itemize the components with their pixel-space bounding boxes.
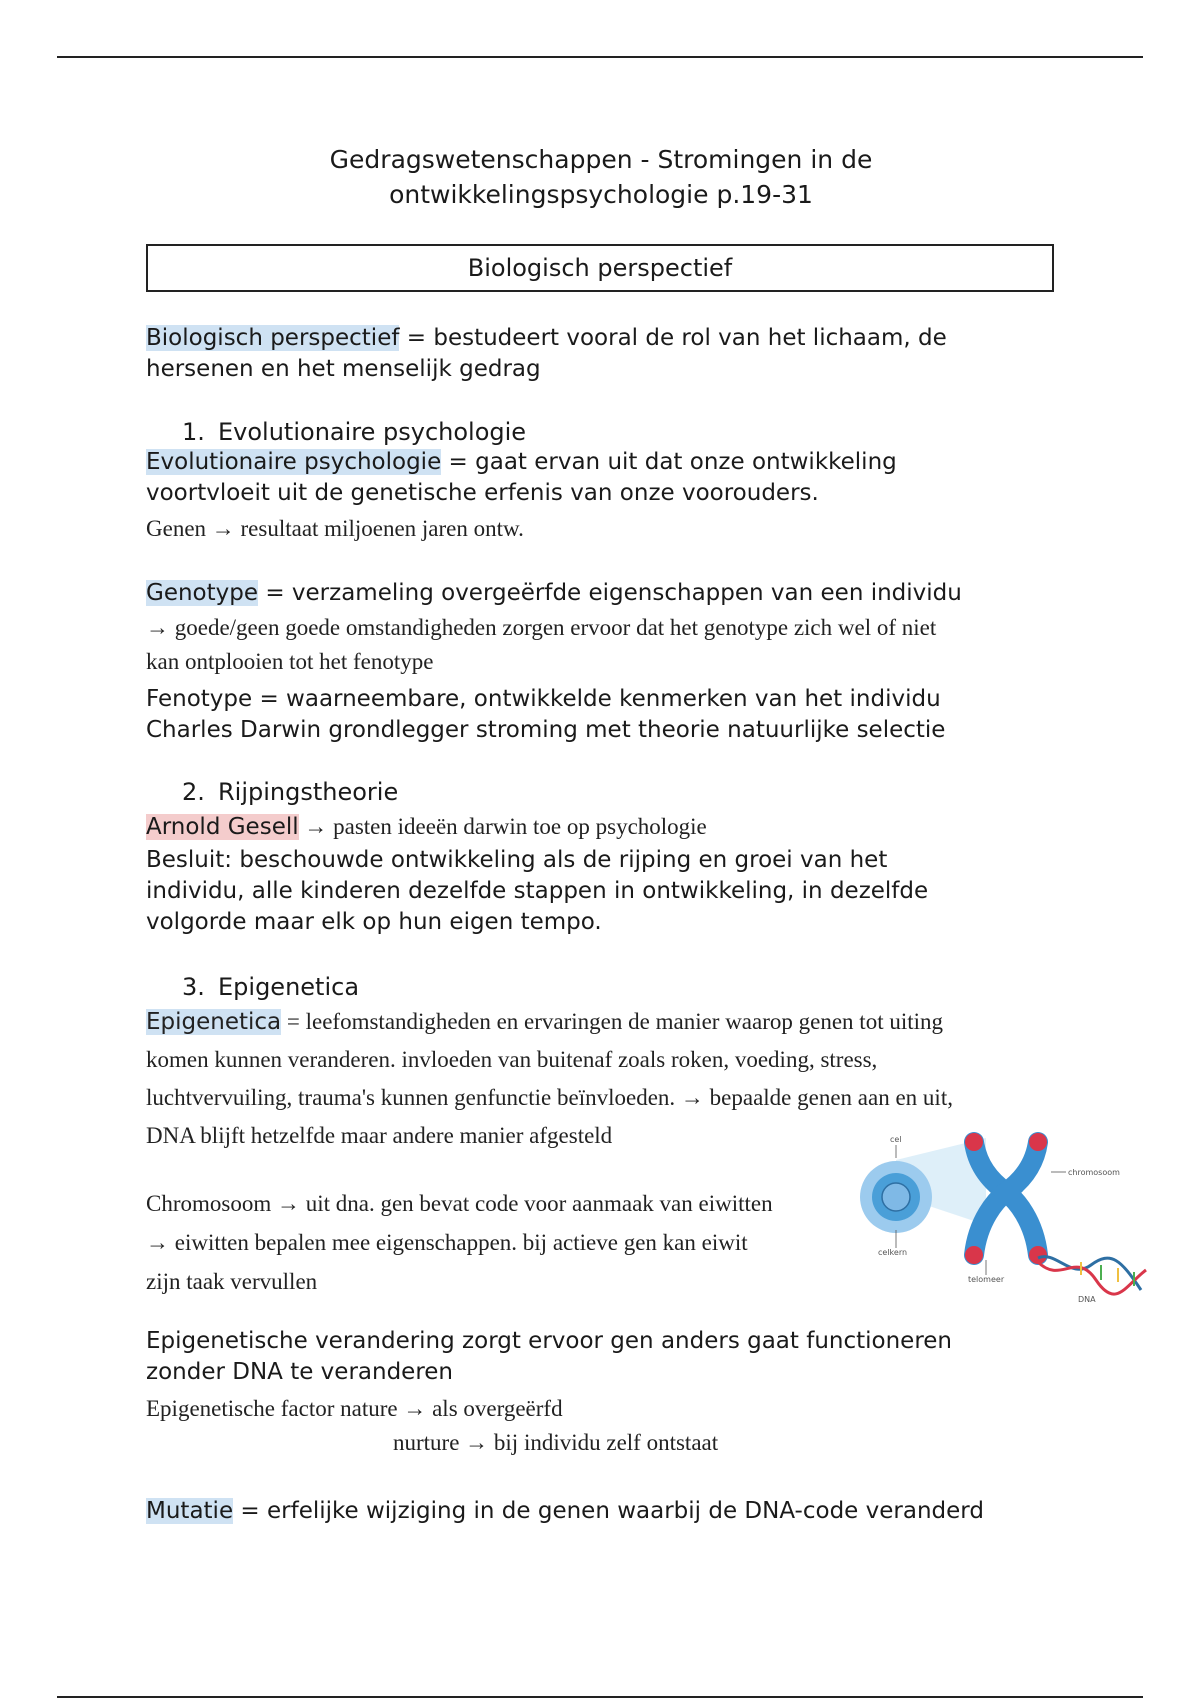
besluit-paragraph: Besluit: beschouwde ontwikkeling als de rijping en groei van het individu, alle kinderen dezelfde stappen in ontwikkeling, in dezelfde volgorde maar elk op hun eigen tempo. [146, 847, 929, 935]
mutatie-definition: Mutatie = erfelijke wijziging in de genen waarbij de DNA-code veranderd [146, 1498, 984, 1524]
term-highlight: Mutatie [146, 1498, 234, 1524]
chromosoom-note: Chromosoom → uit dna. gen bevat code voor aanmaak van eiwitten → eiwitten bepalen mee eigenschappen. bij actieve gen kan eiwit zijn taak vervullen [146, 1191, 773, 1294]
genotype-definition: Genotype = verzameling overgeërfde eigenschappen van een individu [146, 580, 962, 606]
term-highlight: Arnold Gesell [146, 814, 299, 840]
page-title: Gedragswetenschappen - Stromingen in de ontwikkelingspsychologie p.19-31 [329, 145, 873, 209]
term-highlight: Genotype [146, 580, 259, 606]
intro-definition: Biologisch perspectief = bestudeert vooral de rol van het lichaam, de hersenen en het menselijk gedrag [146, 325, 947, 382]
heading-rijpingstheorie: 2. Rijpingstheorie [182, 778, 399, 806]
gesell-note: Arnold Gesell → pasten ideeën darwin toe op psychologie [146, 814, 707, 840]
epigenetische-verandering: Epigenetische verandering zorgt ervoor gen anders gaat functioneren zonder DNA te veranderen [146, 1328, 953, 1385]
evolutionaire-definition: Evolutionaire psychologie = gaat ervan uit dat onze ontwikkeling voortvloeit uit de genetische erfenis van onze voorouders. [146, 449, 897, 506]
label-celkern: celkern [878, 1248, 908, 1257]
fenotype-definition: Fenotype = waarneembare, ontwikkelde kenmerken van het individu Charles Darwin grondlegger stroming met theorie natuurlijke selectie [146, 686, 946, 743]
epigenetica-definition: Epigenetica = leefomstandigheden en ervaringen de manier waarop genen tot uiting komen kunnen veranderen. invloeden van buitenaf zoals roken, voeding, stress, luchtvervuiling, trauma's kunnen genfunctie beïnvloeden. → bepaalde genen aan en uit, DNA blijft hetzelfde maar andere manier afgesteld [146, 1009, 953, 1148]
genotype-note: → goede/geen goede omstandigheden zorgen ervoor dat het genotype zich wel of niet kan ontplooien tot het fenotype [146, 615, 937, 674]
label-dna: DNA [1078, 1295, 1096, 1304]
nature-nurture-note: Epigenetische factor nature → als overgeërfd nurture → bij individu zelf ontstaat [146, 1396, 719, 1455]
term-highlight: Epigenetica [146, 1009, 282, 1035]
chromosome-dna-illustration [856, 1130, 1156, 1310]
heading-evolutionaire-psychologie: 1. Evolutionaire psychologie [182, 418, 527, 446]
top-divider [57, 56, 1143, 58]
label-cel: cel [890, 1135, 902, 1144]
bottom-divider [57, 1696, 1143, 1698]
label-chromosoom: chromosoom [1068, 1168, 1120, 1177]
term-highlight: Evolutionaire psychologie [146, 449, 442, 475]
label-telomeer: telomeer [968, 1275, 1005, 1284]
dna-helix-icon [1038, 1257, 1146, 1294]
heading-epigenetica: 3. Epigenetica [182, 973, 360, 1001]
genen-note: Genen → resultaat miljoenen jaren ontw. [146, 516, 524, 541]
section-title-box: Biologisch perspectief [146, 244, 1054, 292]
term-highlight: Biologisch perspectief [146, 325, 400, 351]
